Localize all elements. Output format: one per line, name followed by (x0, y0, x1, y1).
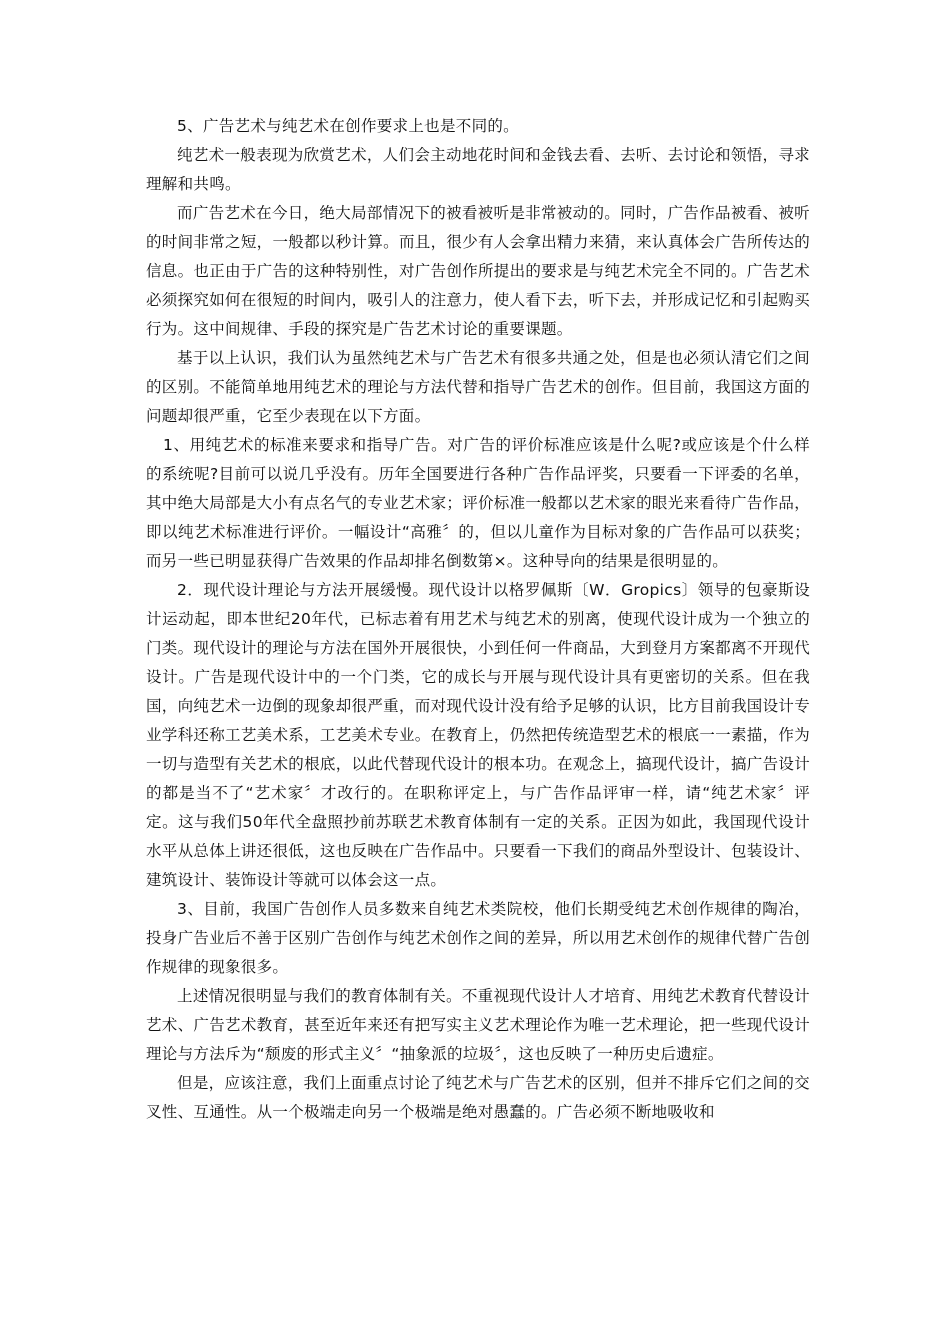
document-body (146, 112, 810, 1127)
paragraph-advertising-art: 而广告艺术在今日，绝大局部情况下的被看被听是非常被动的。同时，广告作品被看、被听的时间非常之短，一般都以秒计算。而且，很少有人会拿出精力来猜，来认真体会广告所传达的信息。也正由于广告的这种特别性，对广告创作所提出的要求是与纯艺术完全不同的。广告艺术必须探究如何在很短的时间内，吸引人的注意力，使人看下去，听下去，并形成记忆和引起购买行为。这中间规律、手段的探究是广告艺术讨论的重要课题。 (146, 204, 810, 338)
paragraph-point-2: 2．现代设计理论与方法开展缓慢。现代设计以格罗佩斯〔W．Gropics〕领导的包豪斯设计运动起，即本世纪20年代，已标志着有用艺术与纯艺术的别离，使现代设计成为一个独立的门类。现代设计的理论与方法在国外开展很快，小到任何一件商品，大到登月方案都离不开现代设计。广告是现代设计中的一个门类，它的成长与开展与现代设计具有更密切的关系。但在我国，向纯艺术一边倒的现象却很严重，而对现代设计没有给予足够的认识，比方目前我国设计专业学科还称工艺美术系，工艺美术专业。在教育上，仍然把传统造型艺术的根底一一素描，作为一切与造型有关艺术的根底，以此代替现代设计的根本功。在观念上，搞现代设计，搞广告设计的都是当不了“艺术家〞才改行的。在职称评定上，与广告作品评审一样，请“纯艺术家〞评定。这与我们50年代全盘照抄前苏联艺术教育体制有一定的关系。正因为如此，我国现代设计水平从总体上讲还很低，这也反映在广告作品中。只要看一下我们的商品外型设计、包装设计、建筑设计、装饰设计等就可以体会这一点。 (146, 581, 810, 889)
paragraph-point-1: 1、用纯艺术的标准来要求和指导广告。对广告的评价标准应该是什么呢?或应该是个什么样的系统呢?目前可以说几乎没有。历年全国要进行各种广告作品评奖，只要看一下评委的名单，其中绝大局部是大小有点名气的专业艺术家；评价标准一般都以艺术家的眼光来看待广告作品，即以纯艺术标准进行评价。一幅设计“高雅〞的，但以儿童作为目标对象的广告作品可以获奖；而另一些已明显获得广告效果的作品却排名倒数第×。这种导向的结果是很明显的。 (146, 436, 810, 570)
paragraph-conclusion: 但是，应该注意，我们上面重点讨论了纯艺术与广告艺术的区别，但并不排斥它们之间的交叉性、互通性。从一个极端走向另一个极端是绝对愚蠢的。广告必须不断地吸收和 (146, 1074, 810, 1121)
paragraph-recognition: 基于以上认识，我们认为虽然纯艺术与广告艺术有很多共通之处，但是也必须认清它们之间的区别。不能简单地用纯艺术的理论与方法代替和指导广告艺术的创作。但目前，我国这方面的问题却很严重，它至少表现在以下方面。 (146, 349, 810, 425)
paragraph-heading-5: 5、广告艺术与纯艺术在创作要求上也是不同的。 (177, 117, 519, 135)
paragraph-education-system: 上述情况很明显与我们的教育体制有关。不重视现代设计人才培育、用纯艺术教育代替设计艺术、广告艺术教育，甚至近年来还有把写实主义艺术理论作为唯一艺术理论，把一些现代设计理论与方法斥为“颓废的形式主义〞“抽象派的垃圾〞，这也反映了一种历史后遗症。 (146, 987, 810, 1063)
paragraph-point-3: 3、目前，我国广告创作人员多数来自纯艺术类院校，他们长期受纯艺术创作规律的陶冶，投身广告业后不善于区别广告创作与纯艺术创作之间的差异，所以用艺术创作的规律代替广告创作规律的现象很多。 (146, 900, 810, 976)
paragraph-pure-art: 纯艺术一般表现为欣赏艺术，人们会主动地花时间和金钱去看、去听、去讨论和领悟，寻求理解和共鸣。 (146, 146, 810, 193)
